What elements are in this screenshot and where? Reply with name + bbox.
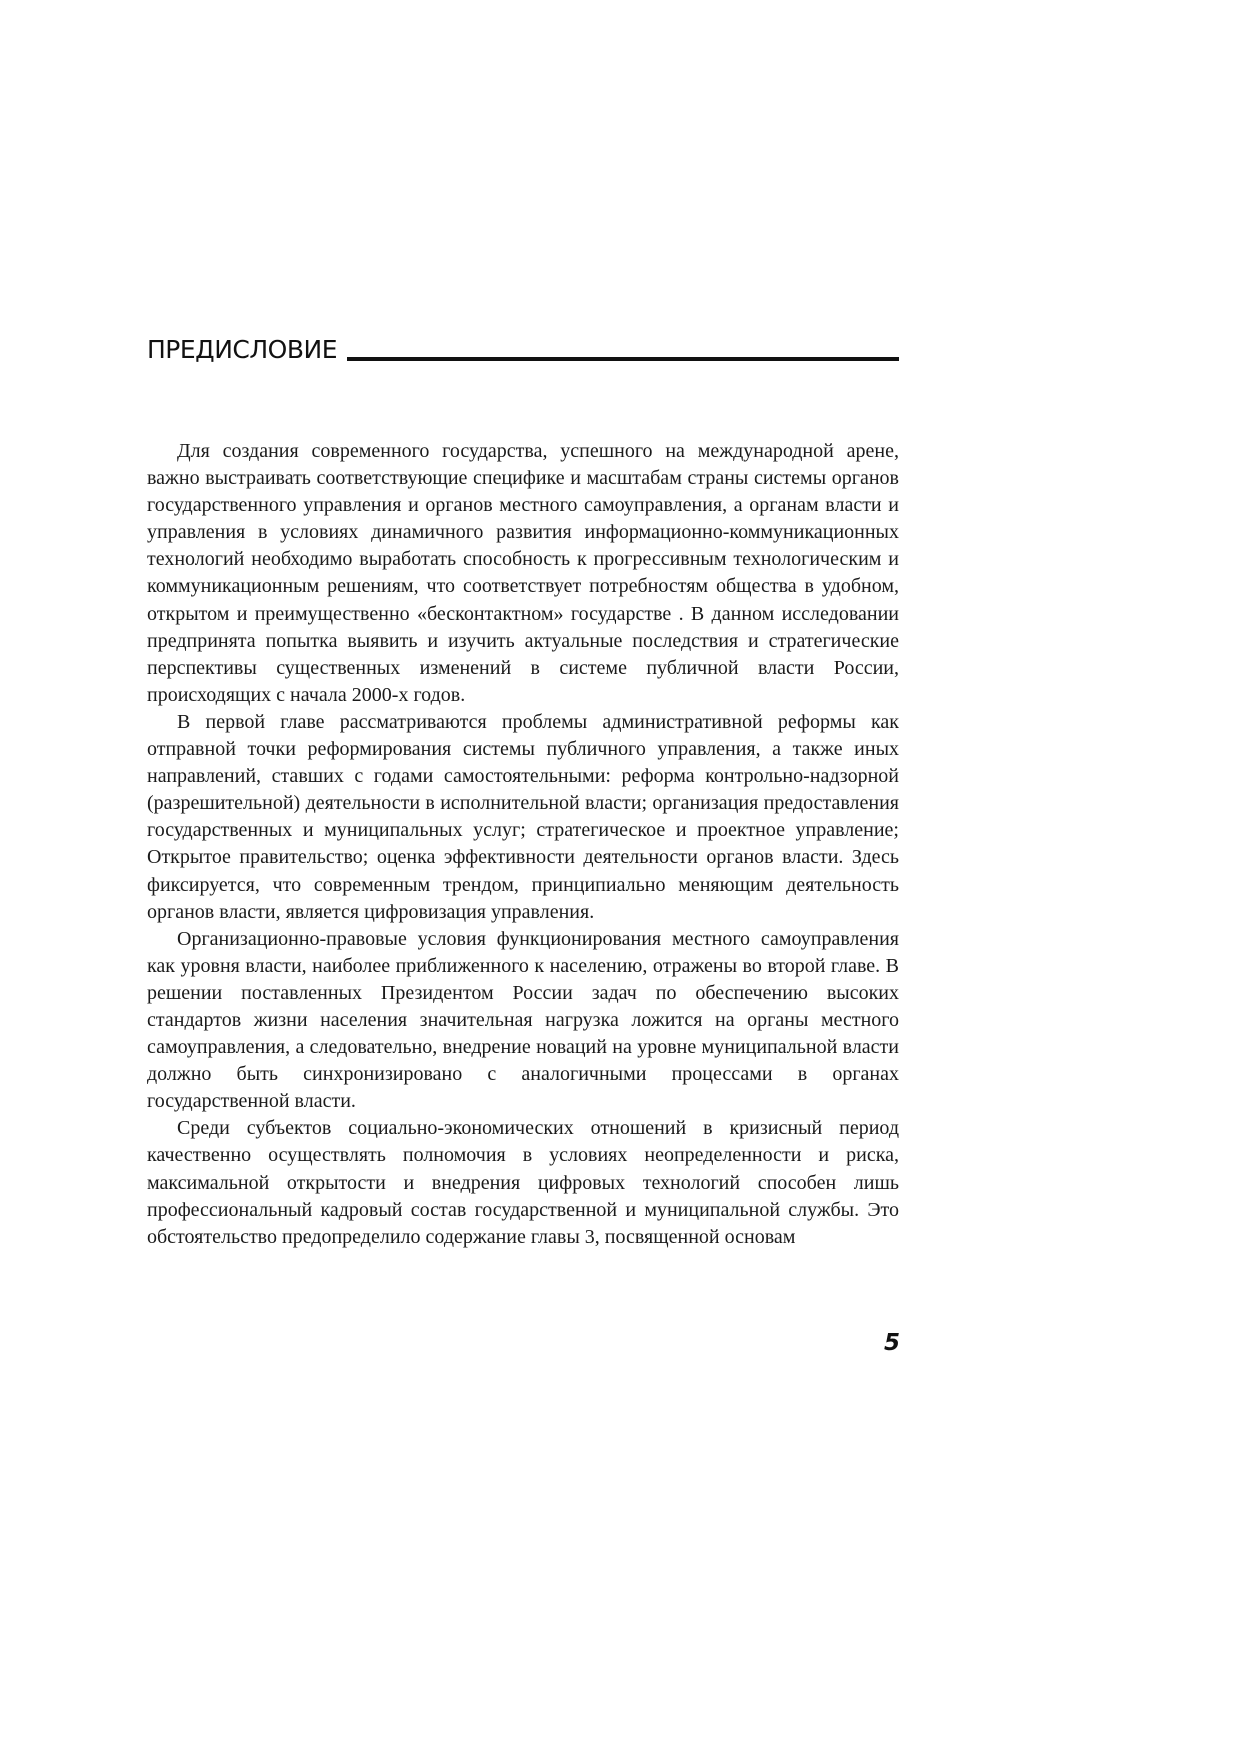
heading-rule — [347, 357, 899, 361]
paragraph: Среди субъектов социально-экономических отношений в кризисный период качественно осуществлять полномочия в условиях неопределенности и риска, максимальной открытости и внедрения цифровых технологий способен лишь профессиональный кадровый состав государственной и муниципальной службы. Это обстоятельство предопределило содержание главы 3, посвященной основам — [147, 1117, 899, 1248]
body-text — [147, 438, 899, 1251]
paragraph: В первой главе рассматриваются проблемы административной реформы как отправной точки реформирования системы публичного управления, а также иных направлений, ставших с годами самостоятельными: реформа контрольно-надзорной (разрешительной) деятельности в исполнительной власти; организация предоставления государственных и муниципальных услуг; стратегическое и проектное управление; Открытое правительство; оценка эффективности деятельности органов власти. Здесь фиксируется, что современным трендом, принципиально меняющим деятельность органов власти, является цифровизация управления. — [147, 710, 899, 923]
chapter-title: ПРЕДИСЛОВИЕ — [147, 335, 337, 364]
paragraph: Организационно-правовые условия функционирования местного самоуправления как уровня власти, наиболее приближенного к населению, отражены во второй главе. В решении поставленных Президентом России задач по обеспечению высоких стандартов жизни населения значительная нагрузка ложится на органы местного самоуправления, а следовательно, внедрение новаций на уровне муниципальной власти должно быть синхронизировано с аналогичными процессами в органах государственной власти. — [147, 927, 899, 1113]
chapter-heading-row — [147, 334, 899, 366]
page-number: 5 — [883, 1330, 900, 1356]
paragraph: Для создания современного государства, успешного на международной арене, важно выстраивать соответствующие специфике и масштабам страны системы органов государственного управления и органов местного самоуправления, а органам власти и управления в условиях динамичного развития информационно-коммуникационных технологий необходимо выработать способность к прогрессивным технологическим и коммуникационным решениям, что соответствует потребностям общества в удобном, открытом и преимущественно «бесконтактном» государстве . В данном исследовании предпринята попытка выявить и изучить актуальные последствия и стратегические перспективы существенных изменений в системе публичной власти России, происходящих с начала 2000-х годов. — [147, 440, 899, 706]
